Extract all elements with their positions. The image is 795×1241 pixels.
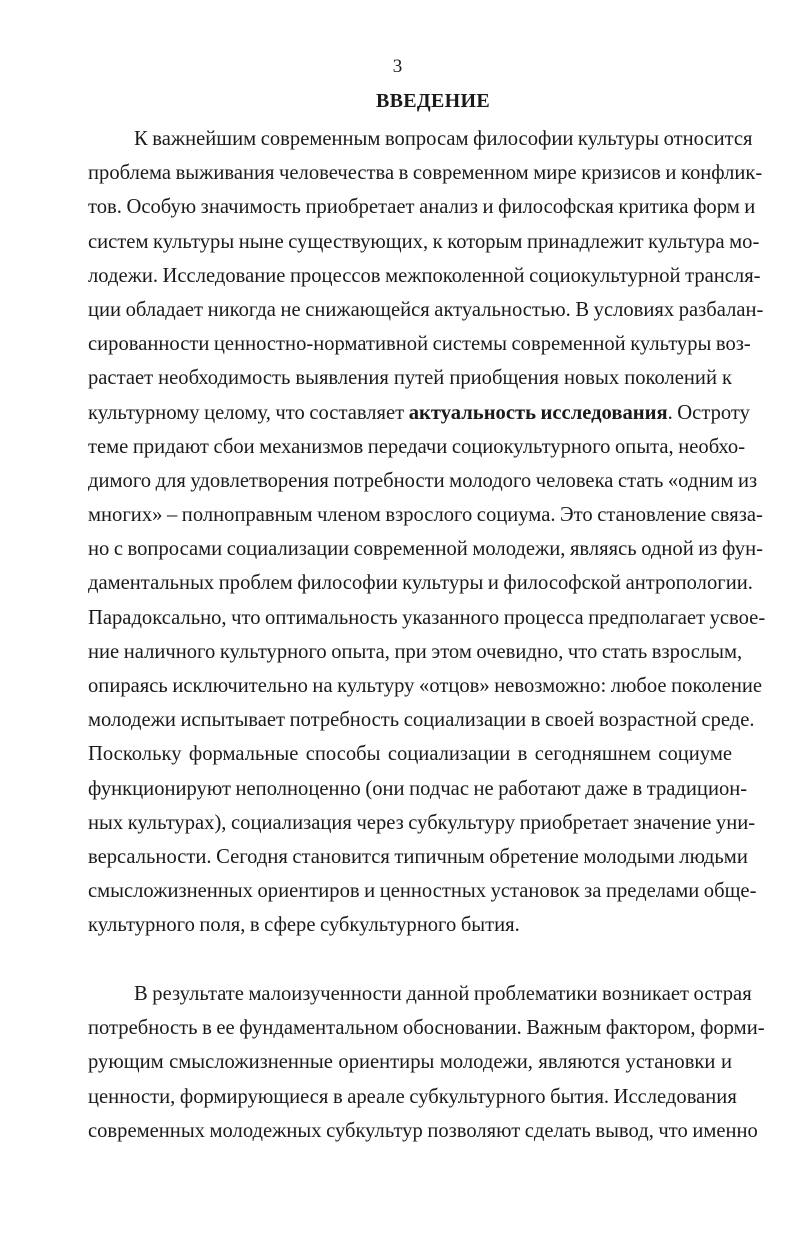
section-heading: ВВЕДЕНИЕ — [376, 90, 490, 112]
text-line-with-emphasis — [88, 396, 750, 430]
text-line: К важнейшим современным вопросам философии культуры относится — [134, 128, 753, 150]
text-line: молодежи испытывает потребность социализации в своей возрастной среде. — [88, 709, 755, 732]
text-line: рующим смысложизненные ориентиры молодежи, являются установки и — [88, 1051, 732, 1074]
text-run: культурному целому, что составляет — [88, 401, 409, 424]
text-line: проблема выживания человечества в современном мире кризисов и конфлик- — [88, 162, 763, 185]
emphasis-relevance: актуальность исследования — [408, 401, 668, 424]
text-line: теме придают сбои механизмов передачи социокультурного опыта, необхо- — [88, 435, 746, 458]
text-line: В результате малоизученности данной проблематики возникает острая — [134, 983, 752, 1005]
text-line: ценности, формирующиеся в ареале субкультурного бытия. Исследования — [88, 1085, 737, 1108]
text-line: многих» – полноправным членом взрослого социума. Это становление связа- — [88, 504, 763, 527]
text-line: лодежи. Исследование процессов межпоколенной социокультурной трансля- — [88, 264, 761, 287]
text-run: . Остроту — [667, 401, 750, 424]
text-line: но с вопросами социализации современной молодежи, являясь одной из фун- — [88, 538, 763, 561]
text-line: ние наличного культурного опыта, при этом очевидно, что стать взрослым, — [88, 640, 743, 663]
text-line: потребность в ее фундаментальном обосновании. Важным фактором, форми- — [88, 1017, 765, 1040]
text-line: сированности ценностно-нормативной системы современной культуры воз- — [88, 333, 751, 356]
text-line: ции обладает никогда не снижающейся актуальностью. В условиях разбалан- — [88, 298, 764, 321]
text-line: версальности. Сегодня становится типичным обретение молодыми людьми — [88, 845, 748, 868]
text-line: даментальных проблем философии культуры и философской антропологии. — [88, 572, 753, 595]
page-number: 3 — [392, 56, 403, 77]
text-line: систем культуры ныне существующих, к которым принадлежит культура мо- — [88, 230, 760, 253]
text-line: современных молодежных субкультур позволяют сделать вывод, что именно — [88, 1119, 758, 1142]
text-line: ных культурах), социализация через субкультуру приобретает значение уни- — [88, 811, 756, 834]
text-line: димого для удовлетворения потребности молодого человека стать «одним из — [88, 469, 758, 492]
text-line: смысложизненных ориентиров и ценностных установок за пределами обще- — [88, 880, 757, 903]
paragraph-2 — [88, 977, 765, 1148]
text-line: тов. Особую значимость приобретает анализ и философская критика форм и — [88, 196, 756, 219]
text-line: Поскольку формальные способы социализации в сегодняшнем социуме — [88, 743, 732, 766]
text-line: Парадоксально, что оптимальность указанного процесса предполагает усвое- — [88, 606, 766, 629]
text-line: опираясь исключительно на культуру «отцов» невозможно: любое поколение — [88, 675, 763, 697]
paragraph-1 — [88, 122, 766, 943]
text-line: растает необходимость выявления путей приобщения новых поколений к — [88, 367, 732, 390]
text-line: функционируют неполноценно (они подчас не работают даже в традицион- — [88, 777, 748, 800]
text-line: культурного поля, в сфере субкультурного бытия. — [88, 914, 520, 937]
